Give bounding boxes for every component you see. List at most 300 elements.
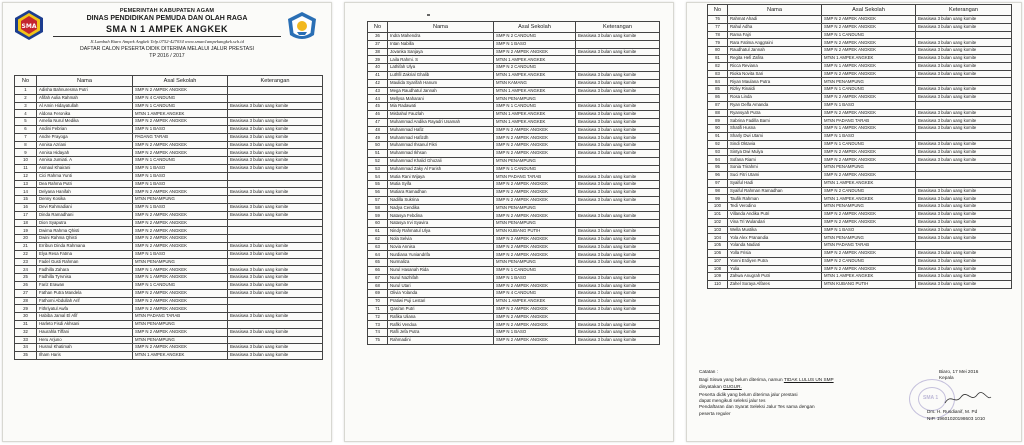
cell-nama: Rama Fajri — [728, 31, 822, 39]
cell-no: 109 — [708, 273, 728, 281]
cell-asal-sekolah: MTsN PENAMPUNG — [133, 320, 228, 328]
cell-asal-sekolah: MTsN 1 AMPEK ANGKEK — [494, 87, 576, 95]
table-row — [368, 243, 660, 251]
cell-asal-sekolah: SMP N 2 AMPEK ANGKEK — [133, 141, 228, 149]
table-row — [15, 289, 323, 297]
cell-no: 44 — [368, 95, 388, 103]
cell-asal-sekolah: SMP N 2 AMPEK ANGKEK — [494, 196, 576, 204]
cell-no: 53 — [368, 165, 388, 173]
cell-nama: Fathomi Abdullah Arif — [37, 297, 133, 305]
cell-nama: Yulia — [728, 265, 822, 273]
cell-nama: Fithriyatul Awfa — [37, 305, 133, 313]
cell-nama: Mia Radawati — [388, 103, 494, 111]
col-header-nama: Nama — [37, 76, 133, 87]
cell-keterangan — [576, 40, 660, 48]
cell-asal-sekolah: SMP N 2 AMPEK ANGKEK — [822, 171, 916, 179]
cell-asal-sekolah: SMP N 2 AMPEK ANGKEK — [822, 109, 916, 117]
cell-keterangan: Beasiswa 3 bulan uang komite — [576, 251, 660, 259]
cell-asal-sekolah: SMP N 2 AMPEK ANGKEK — [822, 210, 916, 218]
cell-no: 40 — [368, 64, 388, 72]
cell-keterangan — [228, 320, 323, 328]
cell-no: 42 — [368, 79, 388, 87]
cell-nama: Qasi'an Putri — [388, 305, 494, 313]
cell-asal-sekolah: SMP N 1 BASO — [822, 132, 916, 140]
cell-asal-sekolah: SMP N 1 BASO — [133, 125, 228, 133]
cell-keterangan — [228, 258, 323, 266]
cell-keterangan: Beasiswa 3 bulan uang komite — [576, 173, 660, 181]
cell-asal-sekolah: SMP N 2 AMPEK ANGKEK — [494, 321, 576, 329]
cell-nama: Sharly Dwi Utami — [728, 132, 822, 140]
cell-asal-sekolah: SMP N 2 AMPEK ANGKEK — [822, 16, 916, 24]
cell-keterangan: Beasiswa 3 bulan uang komite — [228, 118, 323, 126]
cell-keterangan: Beasiswa 3 bulan uang komite — [576, 181, 660, 189]
cell-keterangan: Beasiswa 3 bulan uang komite — [228, 164, 323, 172]
cell-asal-sekolah: SMP N 2 AMPEK ANGKEK — [494, 282, 576, 290]
cell-keterangan: Beasiswa 3 bulan uang komite — [228, 102, 323, 110]
cell-asal-sekolah: SMP N 1 CANDUNG — [133, 157, 228, 165]
cell-keterangan: Beasiswa 3 bulan uang komite — [228, 141, 323, 149]
cell-asal-sekolah: SMP N 2 CANDUNG — [822, 257, 916, 265]
col-header-nama: Nama — [388, 22, 494, 33]
table-row — [708, 265, 1012, 273]
cell-keterangan: Beasiswa 3 bulan uang komite — [916, 156, 1012, 164]
cell-asal-sekolah: SMP N 1 BASO — [494, 40, 576, 48]
cell-no: 105 — [708, 242, 728, 250]
cell-nama: Riyan Maulana Putra — [728, 78, 822, 86]
cell-keterangan: Beasiswa 3 bulan uang komite — [916, 47, 1012, 55]
cell-asal-sekolah: MTsN PENAMPUNG — [133, 258, 228, 266]
cell-no: 35 — [15, 352, 37, 360]
cell-nama: Regita Hefi Zafira — [728, 54, 822, 62]
cell-nama: Mellysa Maharani — [388, 95, 494, 103]
cell-no: 96 — [708, 171, 728, 179]
cell-keterangan: Beasiswa 3 bulan uang komite — [916, 93, 1012, 101]
notes-line1-d: GUGUR. — [723, 383, 742, 389]
cell-asal-sekolah: SMP N 2 AMPEK ANGKEK — [133, 118, 228, 126]
cell-keterangan: Beasiswa 3 bulan uang komite — [916, 70, 1012, 78]
cell-nama: Maulida Syarifah Hanum — [388, 79, 494, 87]
cell-nama: Villanda Andika Putri — [728, 210, 822, 218]
cell-keterangan: Beasiswa 3 bulan uang komite — [228, 328, 323, 336]
notes-p2-l2: dapat mengikuti seleksi jalur tes — [699, 398, 766, 404]
col-header-keterangan: Keterangan — [228, 76, 323, 87]
cell-nama: Sabrina Fadilla Barni — [728, 117, 822, 125]
cell-no: 79 — [708, 39, 728, 47]
table-row — [708, 218, 1012, 226]
cell-no: 17 — [15, 211, 37, 219]
cell-keterangan: Beasiswa 3 bulan uang komite — [916, 203, 1012, 211]
cell-keterangan: Beasiswa 3 bulan uang komite — [228, 149, 323, 157]
cell-keterangan: Beasiswa 3 bulan uang komite — [228, 203, 323, 211]
cell-asal-sekolah: SMP N 1 BASO — [133, 180, 228, 188]
table-row — [15, 87, 323, 95]
cell-asal-sekolah: SMP N 1 BASO — [494, 274, 576, 282]
school-logo-icon — [13, 9, 45, 41]
cell-asal-sekolah: MTsN 1 AMPEK ANGKEK — [822, 195, 916, 203]
table-row — [15, 211, 323, 219]
cell-keterangan: Beasiswa 3 bulan uang komite — [916, 39, 1012, 47]
cell-keterangan: Beasiswa 3 bulan uang komite — [576, 274, 660, 282]
signature-name: Drs. H. Rusdianif, M. Pd — [927, 409, 978, 414]
cell-no: 13 — [15, 180, 37, 188]
cell-nama: Annisa Hidayah — [37, 149, 133, 157]
table-row — [368, 181, 660, 189]
cell-no: 21 — [15, 242, 37, 250]
cell-nama: Muhammad Hafizdh — [388, 134, 494, 142]
cell-asal-sekolah: SMP N 2 AMPEK ANGKEK — [133, 242, 228, 250]
cell-nama: Fathan Putra Mandela — [37, 289, 133, 297]
cell-no: 26 — [15, 281, 37, 289]
table-row — [368, 329, 660, 337]
cell-no: 77 — [708, 23, 728, 31]
table-row — [15, 219, 323, 227]
notes-line1-a: Bagi Siswa yang belum diterima, namun — [699, 377, 783, 383]
letterhead-government: PEMERINTAH KABUPATEN AGAM — [119, 8, 215, 14]
cell-no: 4 — [15, 110, 37, 118]
cell-no: 92 — [708, 140, 728, 148]
cell-keterangan: Beasiswa 3 bulan uang komite — [916, 273, 1012, 281]
stamp-text: SMA 1 — [923, 395, 939, 401]
cell-no: 6 — [15, 125, 37, 133]
cell-no: 58 — [368, 204, 388, 212]
cell-nama: Sonia Trirahmi — [728, 164, 822, 172]
cell-no: 100 — [708, 203, 728, 211]
cell-keterangan — [228, 87, 323, 95]
cell-nama: Muhammad Zaky Al Farish — [388, 165, 494, 173]
cell-no: 47 — [368, 118, 388, 126]
cell-nama: Mutiara Ramadhan — [388, 188, 494, 196]
col-header-nama: Nama — [728, 5, 822, 16]
cell-nama: Yolla Frisia — [728, 249, 822, 257]
cell-keterangan — [576, 157, 660, 165]
cell-asal-sekolah: SMP N 1 BASO — [822, 101, 916, 109]
cell-asal-sekolah: MTsN PADANG TARAB — [494, 173, 576, 181]
table-row — [368, 227, 660, 235]
cell-keterangan: Beasiswa 3 bulan uang komite — [916, 54, 1012, 62]
cell-nama: Devi Rahmadiani — [37, 203, 133, 211]
notes-line1-c: dinyatakan — [699, 383, 722, 389]
table-row — [368, 64, 660, 72]
cell-nama: Muhammad Hafiz — [388, 126, 494, 134]
cell-no: 78 — [708, 31, 728, 39]
table-row — [708, 226, 1012, 234]
cell-asal-sekolah: MTsN KUBANG PUTIH — [822, 281, 916, 289]
table-row — [708, 140, 1012, 148]
cell-nama: Amelia Nurul Medika — [37, 118, 133, 126]
cell-asal-sekolah: MTsN PENAMPUNG — [494, 95, 576, 103]
cell-keterangan: Beasiswa 3 bulan uang komite — [228, 289, 323, 297]
cell-no: 14 — [15, 188, 37, 196]
table-row — [368, 48, 660, 56]
cell-nama: Dea Rahma Putri — [37, 180, 133, 188]
cell-nama: Tedi Verodino — [728, 203, 822, 211]
cell-asal-sekolah: SMP N 2 AMPEK ANGKEK — [494, 181, 576, 189]
cell-asal-sekolah: SMP N 1 CANDUNG — [822, 31, 916, 39]
cell-asal-sekolah: SMP N 2 AMPEK ANGKEK — [494, 149, 576, 157]
student-table-2 — [367, 21, 660, 345]
academic-year: TP 2016 / 2017 — [149, 53, 185, 59]
table-row — [708, 273, 1012, 281]
cell-no: 70 — [368, 298, 388, 306]
cell-nama: Habiba Jamal El Afif — [37, 313, 133, 321]
cell-no: 57 — [368, 196, 388, 204]
cell-asal-sekolah: SMP N 2 AMPEK ANGKEK — [133, 297, 228, 305]
table-row — [368, 298, 660, 306]
cell-nama: Indra Mahendra — [388, 33, 494, 41]
table-row — [708, 203, 1012, 211]
cell-keterangan: Beasiswa 3 bulan uang komite — [916, 187, 1012, 195]
cell-no: 12 — [15, 172, 37, 180]
cell-no: 73 — [368, 321, 388, 329]
cell-no: 41 — [368, 71, 388, 79]
table-row — [708, 47, 1012, 55]
cell-nama: Yolanda Nadiati — [728, 242, 822, 250]
cell-keterangan — [916, 171, 1012, 179]
cell-nama: Ilham Haris — [37, 352, 133, 360]
signature-block — [903, 369, 1015, 421]
cell-keterangan: Beasiswa 3 bulan uang komite — [576, 290, 660, 298]
cell-nama: Novia Annisa — [388, 243, 494, 251]
cell-asal-sekolah: SMP N 2 CANDUNG — [494, 64, 576, 72]
col-header-asal-sekolah: Asal Sekolah — [822, 5, 916, 16]
cell-keterangan: Beasiswa 3 bulan uang komite — [916, 249, 1012, 257]
cell-keterangan: Beasiswa 3 bulan uang komite — [576, 142, 660, 150]
cell-nama: Dion Syaputra — [37, 219, 133, 227]
cell-keterangan: Beasiswa 3 bulan uang komite — [576, 298, 660, 306]
cell-nama: Rahul Adha — [728, 23, 822, 31]
cell-asal-sekolah: SMP N 2 AMPEK ANGKEK — [133, 305, 228, 313]
cell-asal-sekolah: MTsN 1 AMPEK ANGKEK — [494, 118, 576, 126]
cell-asal-sekolah: SMP N 1 BASO — [822, 226, 916, 234]
table-row — [15, 227, 323, 235]
cell-nama: Taufik Rahman — [728, 195, 822, 203]
cell-nama: Rara Fatima Anggraini — [728, 39, 822, 47]
cell-keterangan: Beasiswa 3 bulan uang komite — [228, 352, 323, 360]
cell-asal-sekolah: SMP N 1 BASO — [133, 203, 228, 211]
cell-nama: Rosa Linda — [728, 93, 822, 101]
cell-no: 59 — [368, 212, 388, 220]
cell-no: 19 — [15, 227, 37, 235]
letterhead — [3, 3, 331, 70]
cell-nama: Nurul Hasanah Rida — [388, 266, 494, 274]
cell-nama: Nurul Nazhifah — [388, 274, 494, 282]
table-row — [15, 266, 323, 274]
cell-no: 75 — [368, 337, 388, 345]
cell-nama: Nindy Rahmatul Ulya — [388, 227, 494, 235]
cell-asal-sekolah: SMP N 2 AMPEK ANGKEK — [133, 328, 228, 336]
cell-nama: Asmaul Khairani — [37, 164, 133, 172]
cell-asal-sekolah: MTsN KAMANG — [494, 79, 576, 87]
notes-label: Catatan : — [699, 369, 719, 374]
cell-nama: Lathifah Ulya — [388, 64, 494, 72]
cell-nama: Raudhatul Jannah — [728, 47, 822, 55]
cell-no: 104 — [708, 234, 728, 242]
cell-nama: Afifah Aulia Rahmah — [37, 94, 133, 102]
cell-asal-sekolah: SMP N 2 AMPEK ANGKEK — [822, 39, 916, 47]
cell-no: 84 — [708, 78, 728, 86]
cell-no: 45 — [368, 103, 388, 111]
table-row — [368, 149, 660, 157]
cell-keterangan: Beasiswa 3 bulan uang komite — [576, 118, 660, 126]
cell-nama: Nola Selvia — [388, 235, 494, 243]
cell-no: 91 — [708, 132, 728, 140]
table-row — [15, 172, 323, 180]
cell-no: 88 — [708, 109, 728, 117]
cell-keterangan: Beasiswa 3 bulan uang komite — [228, 242, 323, 250]
table-row — [368, 305, 660, 313]
cell-nama: Natasya Irvi Syavira — [388, 220, 494, 228]
table-row — [15, 110, 323, 118]
cell-nama: Dwini Rahma Qhisti — [37, 235, 133, 243]
table-row — [368, 313, 660, 321]
cell-nama: Erribun Dinda Rahmana — [37, 242, 133, 250]
cell-asal-sekolah: SMP N 1 CANDUNG — [133, 281, 228, 289]
cell-keterangan: Beasiswa 3 bulan uang komite — [916, 109, 1012, 117]
cell-asal-sekolah: SMP N 1 BASO — [133, 250, 228, 258]
table-row — [708, 109, 1012, 117]
cell-asal-sekolah: MTsN 1 AMPEK ANGKEK — [494, 71, 576, 79]
col-header-keterangan: Keterangan — [916, 5, 1012, 16]
cell-keterangan: Beasiswa 3 bulan uang komite — [916, 265, 1012, 273]
cell-keterangan: Beasiswa 3 bulan uang komite — [576, 243, 660, 251]
cell-no: 86 — [708, 93, 728, 101]
table-row — [15, 305, 323, 313]
cell-asal-sekolah: SMP N 2 AMPEK ANGKEK — [822, 156, 916, 164]
cell-nama: Nurul Utari — [388, 282, 494, 290]
table-row — [368, 212, 660, 220]
cell-no: 107 — [708, 257, 728, 265]
table-row — [708, 242, 1012, 250]
letterhead-divider — [53, 36, 281, 37]
cell-keterangan: Beasiswa 3 bulan uang komite — [228, 281, 323, 289]
cell-no: 97 — [708, 179, 728, 187]
cell-asal-sekolah: SMP N 2 AMPEK ANGKEK — [822, 70, 916, 78]
cell-nama: Elya Resa Fatma — [37, 250, 133, 258]
cell-nama: Suci Fitri Utami — [728, 171, 822, 179]
table-row — [708, 156, 1012, 164]
cell-no: 48 — [368, 126, 388, 134]
cell-asal-sekolah: SMP N 2 AMPEK ANGKEK — [133, 219, 228, 227]
cell-asal-sekolah: SMP N 2 AMPEK ANGKEK — [822, 218, 916, 226]
cell-asal-sekolah: SMP N 4 CANDUNG — [494, 290, 576, 298]
cell-no: 24 — [15, 266, 37, 274]
cell-nama: Wella Mustika — [728, 226, 822, 234]
cell-nama: Adisha Bahnuresma Putri — [37, 87, 133, 95]
cell-no: 37 — [368, 40, 388, 48]
cell-keterangan — [576, 95, 660, 103]
cell-no: 39 — [368, 56, 388, 64]
cell-keterangan — [576, 64, 660, 72]
cell-no: 2 — [15, 94, 37, 102]
cell-no: 87 — [708, 101, 728, 109]
cell-keterangan — [228, 297, 323, 305]
table-row — [15, 102, 323, 110]
cell-keterangan: Beasiswa 3 bulan uang komite — [576, 235, 660, 243]
cell-no: 61 — [368, 227, 388, 235]
cell-nama: Annisa Azriani — [37, 141, 133, 149]
cell-no: 34 — [15, 344, 37, 352]
cell-no: 32 — [15, 328, 37, 336]
cell-nama: Vina Tri Wulandari — [728, 218, 822, 226]
table-row — [368, 79, 660, 87]
letterhead-school-name: SMA N 1 AMPEK ANGKEK — [105, 24, 228, 34]
cell-no: 99 — [708, 195, 728, 203]
cell-keterangan: Beasiswa 3 bulan uang komite — [228, 344, 323, 352]
cell-nama: Muhammad Khalid Ghozali — [388, 157, 494, 165]
cell-asal-sekolah: SMP N 2 AMPEK ANGKEK — [133, 188, 228, 196]
cell-keterangan: Beasiswa 3 bulan uang komite — [916, 23, 1012, 31]
cell-keterangan: Beasiswa 3 bulan uang komite — [916, 210, 1012, 218]
cell-asal-sekolah: MTsN PENAMPUNG — [494, 204, 576, 212]
cell-no: 38 — [368, 48, 388, 56]
cell-asal-sekolah: SMP N 1 CANDUNG — [494, 165, 576, 173]
signature-title: Kepala — [939, 375, 954, 381]
cell-keterangan: Beasiswa 3 bulan uang komite — [576, 110, 660, 118]
cell-keterangan: Beasiswa 3 bulan uang komite — [576, 79, 660, 87]
cell-asal-sekolah: SMP N 2 AMPEK ANGKEK — [494, 243, 576, 251]
cell-asal-sekolah: SMP N 1 AMPEK ANGKEK — [133, 266, 228, 274]
cell-asal-sekolah: SMP N 2 AMPEK ANGKEK — [822, 249, 916, 257]
table-row — [368, 165, 660, 173]
cell-nama: Zahel Soraya Alfares — [728, 281, 822, 289]
cell-asal-sekolah: SMP N 1 BASO — [133, 172, 228, 180]
table-row — [708, 16, 1012, 24]
cell-no: 90 — [708, 125, 728, 133]
cell-keterangan — [576, 165, 660, 173]
cell-keterangan — [228, 305, 323, 313]
table-row — [15, 235, 323, 243]
table-header-row — [708, 5, 1012, 16]
cell-asal-sekolah: SMP N 2 AMPEK ANGKEK — [494, 251, 576, 259]
table-row — [15, 281, 323, 289]
cell-keterangan: Beasiswa 3 bulan uang komite — [228, 313, 323, 321]
cell-asal-sekolah: MTsN PENAMPUNG — [494, 157, 576, 165]
cell-keterangan: Beasiswa 3 bulan uang komite — [576, 259, 660, 267]
cell-no: 49 — [368, 134, 388, 142]
table-row — [708, 171, 1012, 179]
cell-no: 23 — [15, 258, 37, 266]
cell-nama: Syaiful Rahman Ramadhan — [728, 187, 822, 195]
cell-nama: Fadhilla Tyrvnisa — [37, 274, 133, 282]
cell-keterangan — [228, 94, 323, 102]
cell-keterangan: Beasiswa 3 bulan uang komite — [576, 149, 660, 157]
cell-keterangan: Beasiswa 3 bulan uang komite — [228, 125, 323, 133]
table-row — [15, 188, 323, 196]
cell-no: 80 — [708, 47, 728, 55]
cell-no: 62 — [368, 235, 388, 243]
cell-asal-sekolah: SMP N 2 AMPEK ANGKEK — [133, 87, 228, 95]
notes-line1-b: TIDAK LULUS UN SMP — [783, 377, 834, 383]
table-row — [15, 352, 323, 360]
table-row — [368, 259, 660, 267]
cell-asal-sekolah: SMP N 1 CANDUNG — [494, 103, 576, 111]
cell-asal-sekolah: SMP N 2 CANDUNG — [494, 33, 576, 41]
cell-nama: Raflki Vendoa — [388, 321, 494, 329]
cell-asal-sekolah: SMP N 2 AMPEK ANGKEK — [133, 344, 228, 352]
signature-nip: NIP. 19601020198603 1010 — [927, 416, 986, 421]
cell-asal-sekolah: SMP N 1 BASO — [133, 164, 228, 172]
table-row — [708, 62, 1012, 70]
cell-asal-sekolah: SMP N 4 CANDUNG — [133, 94, 228, 102]
col-header-no: No — [708, 5, 728, 16]
cell-no: 31 — [15, 320, 37, 328]
page-mark — [427, 14, 430, 16]
cell-asal-sekolah: SMP N 2 AMPEK ANGKEK — [822, 148, 916, 156]
cell-keterangan — [228, 110, 323, 118]
cell-nama: Natasya Febdina — [388, 212, 494, 220]
cell-nama: Rafli Jefa Putra — [388, 329, 494, 337]
table-row — [368, 134, 660, 142]
